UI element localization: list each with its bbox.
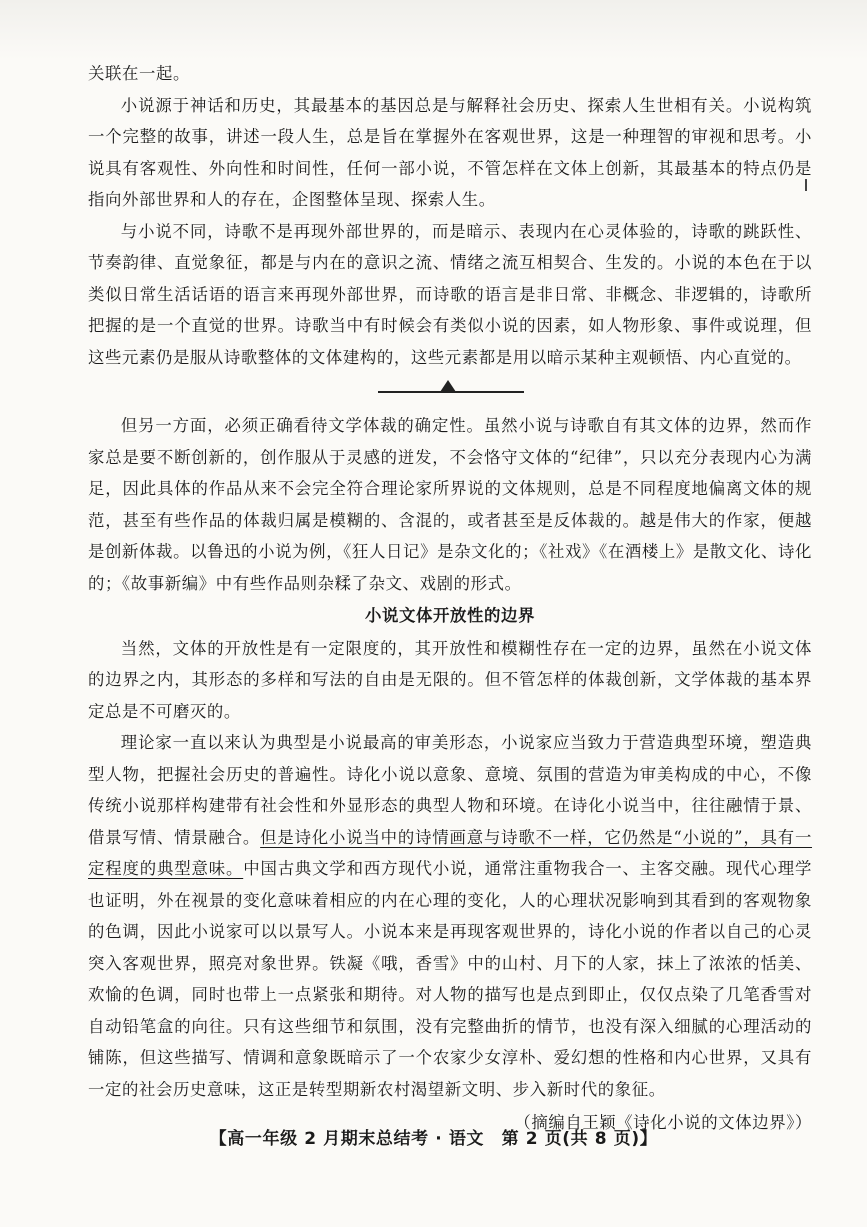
line-continuation: 关联在一起。 [88,64,190,83]
page-footer: 【高一年级 2 月期末总结考 · 语文 第 2 页(共 8 页)】 [209,1129,658,1149]
paragraph-1: 小说源于神话和历史，其最基本的基因总是与解释社会历史、探索人生世相有关。小说构筑一个完整的故事，讲述一段人生，总是旨在掌握外在客观世界，这是一种理智的审视和思考。小说具有客观性、外向性和时间性，任何一部小说，不管怎样在文体上创新，其最基本的特点仍是指向外部世界和人的存在，企图整体呈现、探索人生。 [88,95,812,209]
paragraph-5-part-a: 理论家一直以来认为典型是小说最高的审美形态，小说家应当致力于营造典型环境，塑造典型人物，把握社会历史的普遍性。诗化小说以意象、意境、氛围的营造为审美构成的中心，不像传统小说那样构建带有社会性和外显形态的典型人物和环境。在诗化小说当中，往往融情于景、借景写情、情景融合。 [88,733,812,847]
section-title: 小说文体开放性的边界 [365,606,535,625]
article-body [88,58,812,1139]
margin-mark [805,179,807,191]
source-citation: （摘编自王颖《诗化小说的文体边界》） [514,1113,812,1132]
underlined-sentence: 但是诗化小说当中的诗情画意与诗歌不一样，它仍然是“小说的”，具有一定程度的典型意味。 [88,827,813,878]
paragraph-5 [88,727,812,1105]
triangle-icon [440,380,456,392]
paragraph-2: 与小说不同，诗歌不是再现外部世界的，而是暗示、表现内在心灵体验的，诗歌的跳跃性、节奏韵律、直觉象征，都是与内在的意识之流、情绪之流互相契合、生发的。小说的本色在于以类似日常生活话语的语言来再现外部世界，而诗歌的语言是非日常、非概念、非逻辑的，诗歌所把握的是一个直觉的世界。诗歌当中有时候会有类似小说的因素，如人物形象、事件或说理，但这些元素仍是服从诗歌整体的文体建构的，这些元素都是用以暗示某种主观顿悟、内心直觉的。 [88,221,812,367]
section-divider [88,374,812,408]
paragraph-3: 但另一方面，必须正确看待文学体裁的确定性。虽然小说与诗歌自有其文体的边界，然而作家总是要不断创新的，创作服从于灵感的迸发，不会恪守文体的“纪律”，只以充分表现内心为满足，因此具体的作品从来不会完全符合理论家所界说的文体规则，总是不同程度地偏离文体的规范，甚至有些作品的体裁归属是模糊的、含混的，或者甚至是反体裁的。越是伟大的作家，便越是创新体裁。以鲁迅的小说为例，《狂人日记》是杂文化的；《社戏》《在酒楼上》是散文化、诗化的；《故事新编》中有些作品则杂糅了杂文、戏剧的形式。 [88,416,812,593]
paragraph-5-part-b: 中国古典文学和西方现代小说，通常注重物我合一、主客交融。现代心理学也证明，外在视景的变化意味着相应的内在心理的变化，人的心理状况影响到其看到的客观物象的色调，因此小说家可以以景写人。小说本来是再现客观世界的，诗化小说的作者以自己的心灵突入客观世界，照亮对象世界。铁凝《哦，香雪》中的山村、月下的人家，抹上了浓浓的恬美、欢愉的色调，同时也带上一点紧张和期待。对人物的描写也是点到即止，仅仅点染了几笔香雪对自动铅笔盒的向往。只有这些细节和氛围，没有完整曲折的情节，也没有深入细腻的心理活动的铺陈，但这些描写、情调和意象既暗示了一个农家少女淳朴、爱幻想的性格和内心世界，又具有一定的社会历史意味，这正是转型期新农村渴望新文明、步入新时代的象征。 [88,859,812,1099]
paragraph-4: 当然，文体的开放性是有一定限度的，其开放性和模糊性存在一定的边界，虽然在小说文体的边界之内，其形态的多样和写法的自由是无限的。但不管怎样的体裁创新，文学体裁的基本界定总是不可磨灭的。 [88,638,812,721]
